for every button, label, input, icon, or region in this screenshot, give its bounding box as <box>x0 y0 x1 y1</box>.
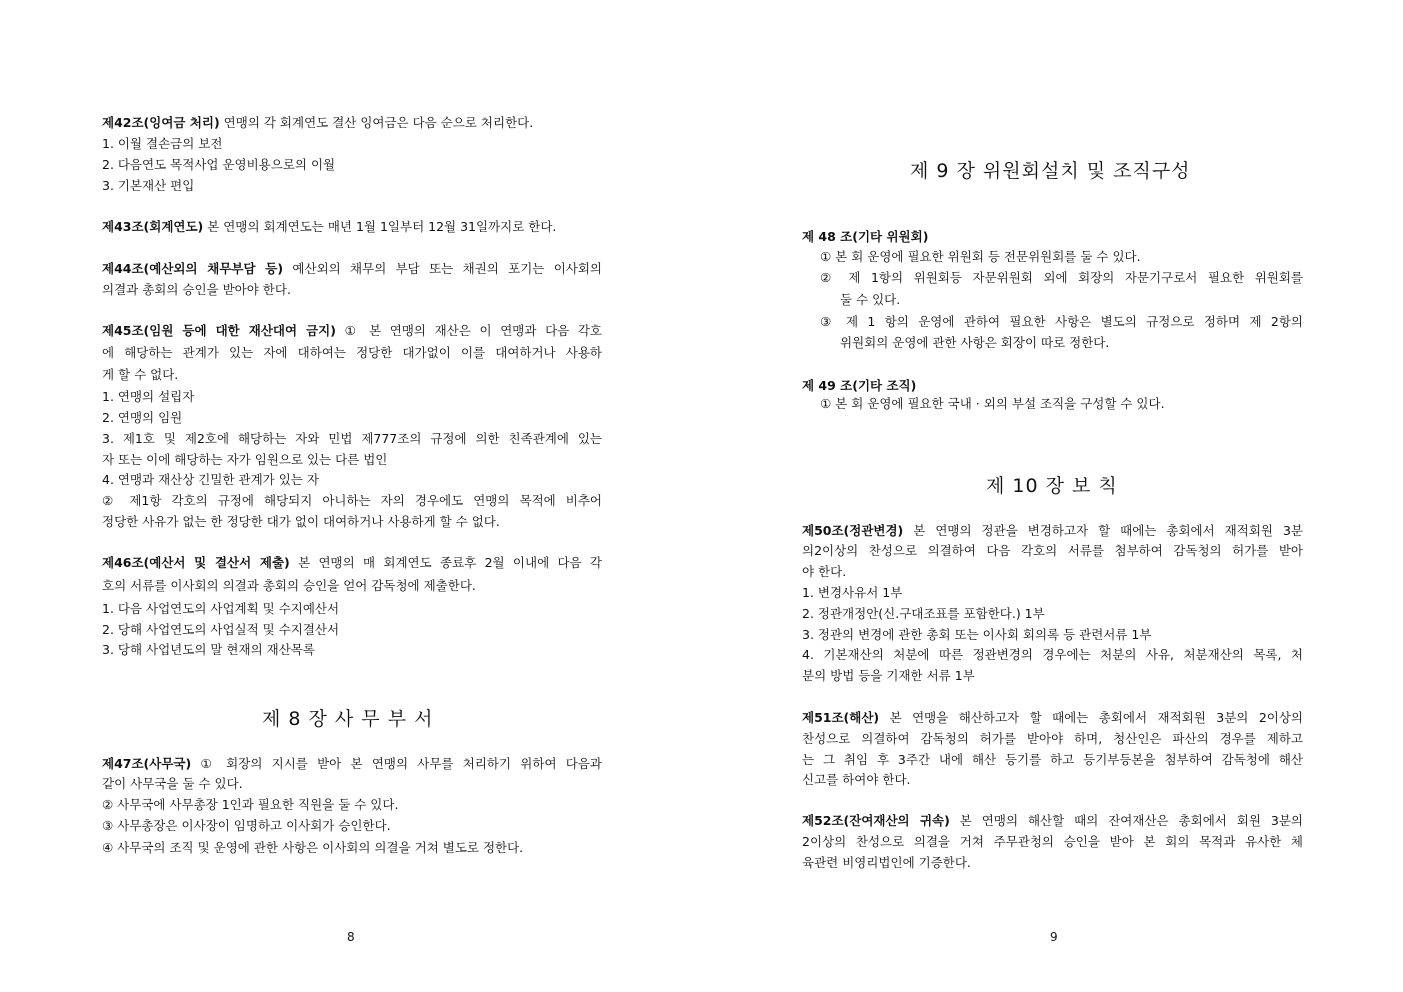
article-text: 본 연맹의 매 회계연도 종료후 2월 이내에 다음 각 <box>289 555 603 570</box>
chapter-8-title: 제 8 장 사 무 부 서 <box>262 708 434 730</box>
article-paragraph-continuation: 정당한 사유가 없는 한 정당한 대가 없이 대여하거나 사용하게 할 수 없다. <box>102 514 500 529</box>
list-item: ④ 사무국의 조직 및 운영에 관한 사항은 이사회의 의결을 거쳐 별도로 정한다. <box>102 840 524 855</box>
article-paragraph: ② 제1항 각호의 규정에 해당되지 아니하는 자의 경우에도 연맹의 목적에 비추어 <box>102 493 602 508</box>
chapter-9-title: 제 9 장 위원회설치 및 조직구성 <box>910 160 1191 182</box>
article-text-line: 호의 서류를 이사회의 의결과 총회의 승인을 얻어 감독청에 제출한다. <box>102 578 476 593</box>
article-45-heading <box>102 321 602 341</box>
list-item: 2. 연맹의 임원 <box>102 410 183 425</box>
article-title: 제52조(잔여재산의 귀속) <box>802 813 950 828</box>
article-text-line: 2이상의 찬성으로 의결을 거쳐 주무관청의 승인을 받아 본 회의 목적과 유사한 체 <box>802 834 1303 849</box>
article-paragraph: ① 본 회 운영에 필요한 국내 · 외의 부설 조직을 구성할 수 있다. <box>820 396 1165 411</box>
article-text-line: 는 그 취임 후 3주간 내에 해산 등기를 하고 등기부등본을 첨부하여 감독청에 해산 <box>802 752 1303 767</box>
article-title: 제51조(해산) <box>802 710 880 725</box>
article-text: 본 연맹의 해산할 때의 잔여재산은 총회에서 회원 3분의 <box>949 813 1303 828</box>
article-48-heading <box>802 227 928 247</box>
list-item: 3. 당해 사업년도의 말 현재의 재산목록 <box>102 642 315 657</box>
article-title: 제47조(사무국) <box>102 756 192 771</box>
article-text: 본 연맹의 회계연도는 매년 1월 1일부터 12월 31일까지로 한다. <box>203 219 557 234</box>
list-item: 3. 정관의 변경에 관한 총회 또는 이사회 회의록 등 관련서류 1부 <box>802 627 1152 642</box>
article-title: 제43조(회계연도) <box>102 219 204 234</box>
article-title: 제45조(임원 등에 대한 재산대여 금지) <box>102 323 336 338</box>
article-title: 제44조(예산외의 채무부담 등) <box>102 261 284 276</box>
article-43-heading <box>102 217 556 237</box>
article-paragraph-continuation: 둘 수 있다. <box>840 292 901 307</box>
article-text: 본 연맹을 해산하고자 할 때에는 총회에서 재적회원 3분의 2이상의 <box>879 710 1303 725</box>
list-item: 1. 이월 결손금의 보전 <box>102 136 223 151</box>
article-text: 본 연맹의 정관을 변경하고자 할 때에는 총회에서 재적회원 3분 <box>903 523 1303 538</box>
article-50-heading <box>802 521 1303 541</box>
article-text: 예산외의 채무의 부담 또는 채권의 포기는 이사회의 <box>283 261 602 276</box>
list-item: 2. 다음연도 목적사업 운영비용으로의 이월 <box>102 157 336 172</box>
article-text-line: 육관련 비영리법인에 기증한다. <box>802 855 971 870</box>
list-item: 3. 기본재산 편입 <box>102 178 195 193</box>
list-item: 4. 연맹과 재산상 긴밀한 관계가 있는 자 <box>102 472 319 487</box>
list-item: 4. 기본재산의 처분에 따른 정관변경의 경우에는 처분의 사유, 처분재산의 목록, 처 <box>802 647 1303 662</box>
article-42-heading <box>102 113 533 133</box>
article-44-heading <box>102 259 602 279</box>
list-item-continuation: 분의 방법 등을 기재한 서류 1부 <box>802 668 975 683</box>
article-text-line: 찬성으로 의결하여 감독청의 허가를 받아야 하며, 청산인은 파산의 경우를 제하고 <box>802 731 1303 746</box>
list-item-continuation: 자 또는 이에 해당하는 자가 임원으로 있는 다른 법인 <box>102 452 388 467</box>
article-title: 제 49 조(기타 조직) <box>802 378 917 393</box>
article-text-line: 같이 사무국을 둘 수 있다. <box>102 776 243 791</box>
chapter-10-title: 제 10 장 보 칙 <box>986 475 1118 497</box>
article-text-line: 게 할 수 없다. <box>102 367 179 382</box>
article-title: 제42조(잉여금 처리) <box>102 115 220 130</box>
article-text-line: 야 한다. <box>802 564 847 579</box>
article-text-line: 의2이상의 찬성으로 의결하여 다음 각호의 서류를 첨부하여 감독청의 허가를 받아 <box>802 543 1303 558</box>
list-item: 1. 다음 사업연도의 사업계획 및 수지예산서 <box>102 601 340 616</box>
article-text: 연맹의 각 회계연도 결산 잉여금은 다음 순으로 처리한다. <box>219 115 534 130</box>
article-paragraph-continuation: 위원회의 운영에 관한 사항은 회장이 따로 정한다. <box>840 335 1110 350</box>
article-text-line: 의결과 총회의 승인을 받아야 한다. <box>102 282 291 297</box>
article-paragraph: ③ 제 1 항의 운영에 관하여 필요한 사항은 별도의 규정으로 정하며 제 2항의 <box>820 314 1303 329</box>
list-item: 3. 제1호 및 제2호에 해당하는 자와 민법 제777조의 규정에 의한 친족관계에 있는 <box>102 431 602 446</box>
article-text-line: 에 해당하는 관계가 있는 자에 대하여는 정당한 대가없이 이를 대여하거나 사용하 <box>102 345 602 360</box>
list-item: 1. 연맹의 설립자 <box>102 389 195 404</box>
page-number: 9 <box>1050 930 1058 944</box>
article-52-heading <box>802 811 1303 831</box>
right-page <box>700 0 1403 992</box>
list-item: 2. 당해 사업연도의 사업실적 및 수지결산서 <box>102 622 340 637</box>
article-text: ① 회장의 지시를 받아 본 연맹의 사무를 처리하기 위하여 다음과 <box>191 756 602 771</box>
article-title: 제 48 조(기타 위원회) <box>802 229 929 244</box>
article-text: ① 본 연맹의 재산은 이 연맹과 다음 각호 <box>335 323 603 338</box>
article-47-heading <box>102 754 602 774</box>
list-item: 2. 정관개정안(신.구대조표를 포함한다.) 1부 <box>802 606 1045 621</box>
article-title: 제50조(정관변경) <box>802 523 904 538</box>
list-item: ② 사무국에 사무총장 1인과 필요한 직원을 둘 수 있다. <box>102 797 399 812</box>
list-item: ③ 사무총장은 이사장이 임명하고 이사회가 승인한다. <box>102 818 391 833</box>
article-51-heading <box>802 708 1303 728</box>
article-title: 제46조(예산서 및 결산서 제출) <box>102 555 290 570</box>
article-46-heading <box>102 553 602 573</box>
list-item: 1. 변경사유서 1부 <box>802 585 903 600</box>
article-paragraph: ① 본 회 운영에 필요한 위원회 등 전문위원회를 둘 수 있다. <box>820 249 1141 264</box>
left-page <box>0 0 700 992</box>
article-paragraph: ② 제 1항의 위원회등 자문위원회 외에 회장의 자문기구로서 필요한 위원회를 <box>820 270 1303 285</box>
article-49-heading <box>802 376 916 396</box>
article-text-line: 신고를 하여야 한다. <box>802 772 911 787</box>
page-number: 8 <box>347 930 355 944</box>
